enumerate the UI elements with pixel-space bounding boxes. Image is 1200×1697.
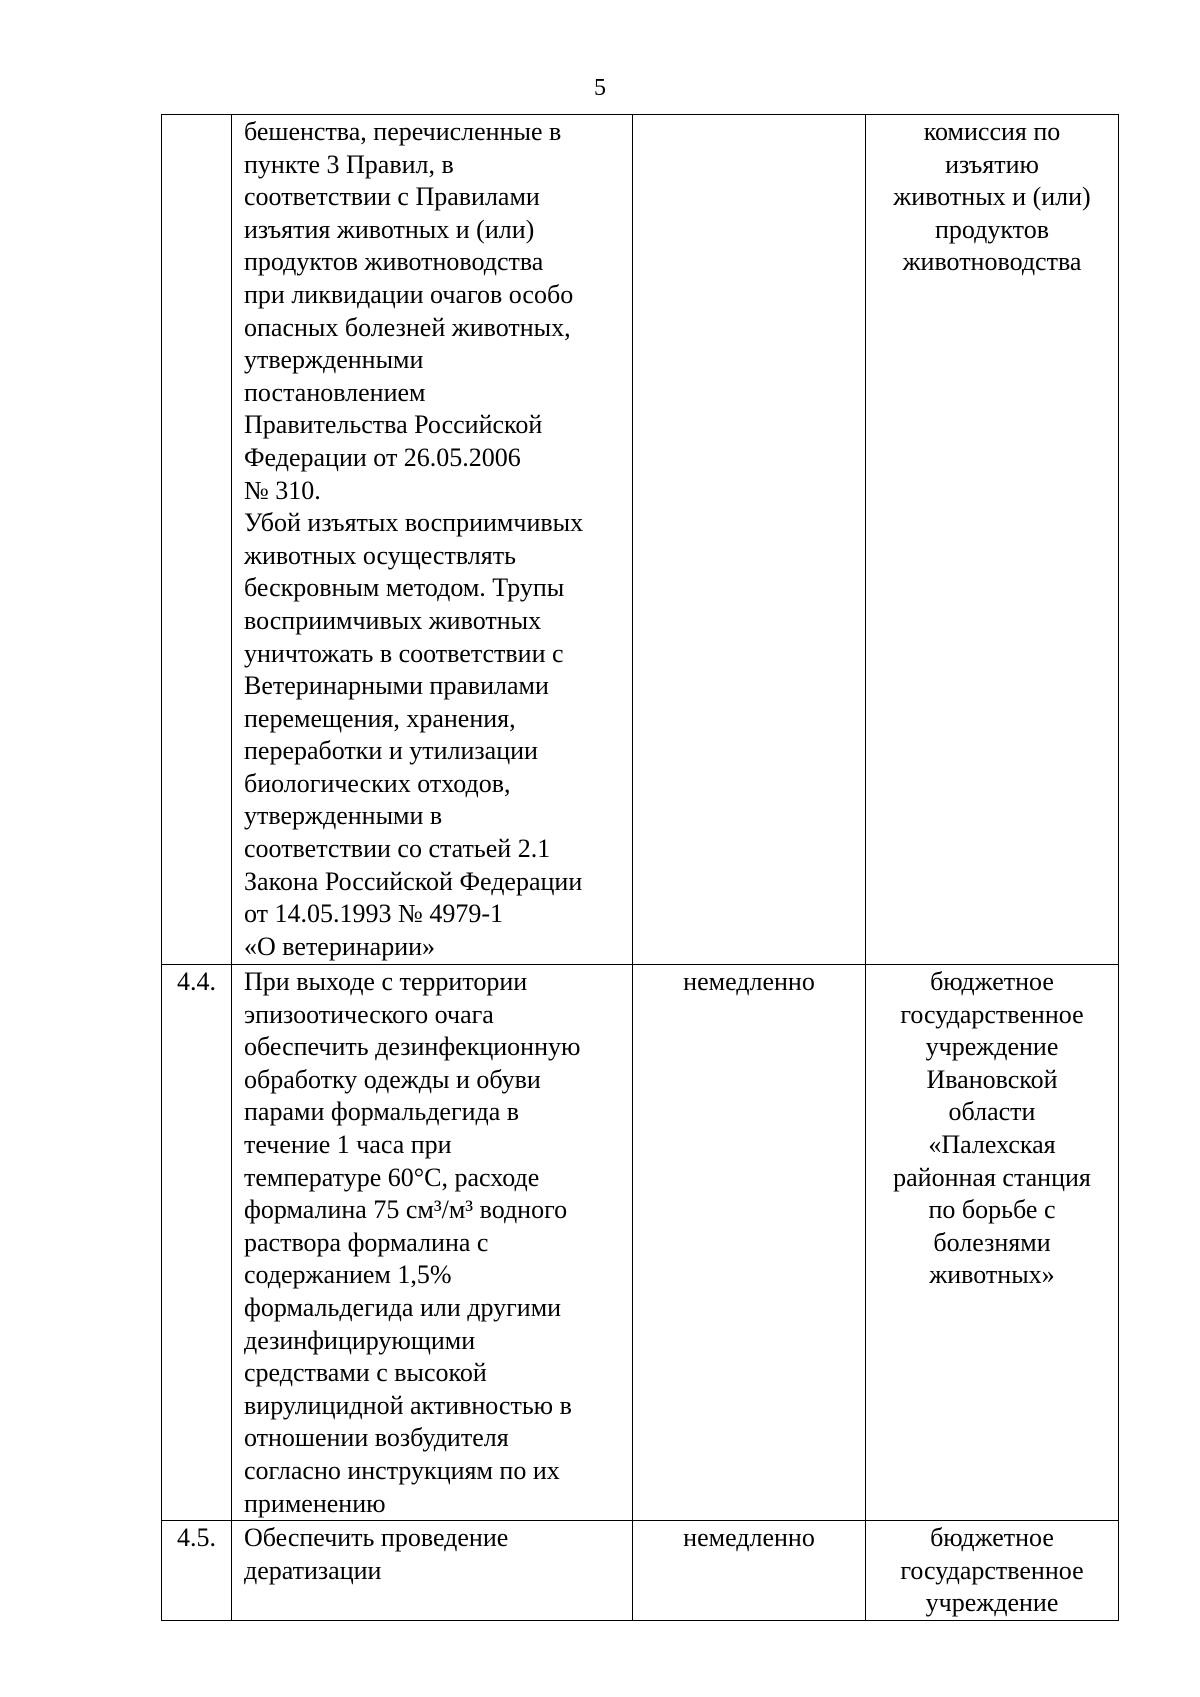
action-line: отношении возбудителя	[244, 1423, 509, 1453]
table-row	[162, 1521, 1119, 1621]
action-line: Федерации от 26.05.2006	[244, 442, 521, 472]
responsible-line: болезнями	[933, 1227, 1051, 1257]
action-line: согласно инструкциям по их	[244, 1455, 560, 1485]
action-line: изъятия животных и (или)	[244, 214, 535, 244]
action-line: переработки и утилизации	[244, 736, 538, 766]
responsible-line: бюджетное	[930, 1523, 1054, 1553]
responsible-line: животноводства	[902, 247, 1082, 277]
action-cell	[232, 965, 633, 1521]
action-line: температуре 60°C, расходе	[244, 1162, 540, 1192]
action-line: формальдегида или другими	[244, 1292, 562, 1322]
action-line: соответствии со статьей 2.1	[244, 834, 551, 864]
action-cell	[232, 1521, 633, 1621]
action-line: парами формальдегида в	[244, 1097, 520, 1127]
row-number-cell: 4.5.	[162, 1521, 232, 1621]
action-line: обеспечить дезинфекционную	[244, 1032, 581, 1062]
action-line: биологических отходов,	[244, 768, 511, 798]
responsible-line: «Палехская	[928, 1129, 1056, 1159]
action-line: уничтожать в соответствии с	[244, 638, 564, 668]
responsible-line: бюджетное	[930, 967, 1054, 996]
action-line: при ликвидации очагов особо	[244, 279, 574, 309]
action-line: эпизоотического очага	[244, 999, 494, 1029]
action-line: Правительства Российской	[244, 410, 543, 440]
action-line: дератизации	[244, 1555, 382, 1585]
action-line: утвержденными	[244, 345, 424, 375]
responsible-cell	[866, 965, 1119, 1521]
responsible-line: Ивановской	[926, 1064, 1058, 1094]
responsible-line: изъятию	[945, 149, 1039, 179]
table-row	[162, 965, 1119, 1521]
responsible-line: по борьбе с	[928, 1195, 1056, 1225]
action-line: соответствии с Правилами	[244, 182, 540, 212]
action-line: восприимчивых животных	[244, 605, 542, 635]
action-line: раствора формалина с	[244, 1227, 489, 1257]
responsible-line: комиссия по	[923, 117, 1061, 146]
action-line: Обеспечить проведение	[244, 1523, 509, 1553]
responsible-line: продуктов	[935, 214, 1049, 244]
action-line: животных осуществлять	[244, 540, 516, 570]
row-number-cell: 4.4.	[162, 965, 232, 1521]
action-line: вирулицидной активностью в	[244, 1390, 572, 1420]
action-cell	[232, 115, 633, 965]
action-line: При выходе с территории	[244, 967, 528, 996]
table-row	[162, 115, 1119, 965]
term-cell	[633, 115, 866, 965]
action-line: Убой изъятых восприимчивых	[244, 508, 584, 538]
responsible-line: учреждение	[925, 1032, 1059, 1062]
action-line: бешенства, перечисленные в	[244, 117, 562, 146]
action-line: обработку одежды и обуви	[244, 1064, 541, 1094]
action-line: применению	[244, 1488, 386, 1518]
row-number-cell	[162, 115, 232, 965]
action-line: дезинфицирующими	[244, 1325, 476, 1355]
action-line: средствами с высокой	[244, 1358, 487, 1388]
action-line: Ветеринарными правилами	[244, 671, 549, 701]
action-line: содержанием 1,5%	[244, 1260, 452, 1290]
responsible-line: районная станция	[893, 1162, 1091, 1192]
action-line: от 14.05.1993 № 4979-1	[244, 899, 503, 929]
action-line: Закона Российской Федерации	[244, 866, 583, 896]
action-line: «О ветеринарии»	[244, 931, 436, 961]
action-line: течение 1 часа при	[244, 1129, 452, 1159]
measures-table	[161, 114, 1119, 1621]
action-line: бескровным методом. Трупы	[244, 573, 565, 603]
responsible-line: учреждение	[925, 1588, 1059, 1618]
action-line: продуктов животноводства	[244, 247, 544, 277]
responsible-line: государственное	[900, 999, 1084, 1029]
action-line: утвержденными в	[244, 801, 443, 831]
page-number: 5	[594, 75, 606, 101]
action-line: перемещения, хранения,	[244, 703, 516, 733]
action-line: № 310.	[244, 475, 321, 505]
responsible-line: области	[948, 1097, 1036, 1127]
action-line: постановлением	[244, 377, 426, 407]
action-line: пункте 3 Правил, в	[244, 149, 454, 179]
responsible-cell	[866, 1521, 1119, 1621]
term-cell: немедленно	[633, 1521, 866, 1621]
responsible-line: животных»	[929, 1260, 1055, 1290]
responsible-line: животных и (или)	[893, 182, 1091, 212]
responsible-line: государственное	[900, 1555, 1084, 1585]
responsible-cell	[866, 115, 1119, 965]
action-line: опасных болезней животных,	[244, 312, 571, 342]
term-cell: немедленно	[633, 965, 866, 1521]
action-line: формалина 75 см³/м³ водного	[244, 1195, 568, 1225]
